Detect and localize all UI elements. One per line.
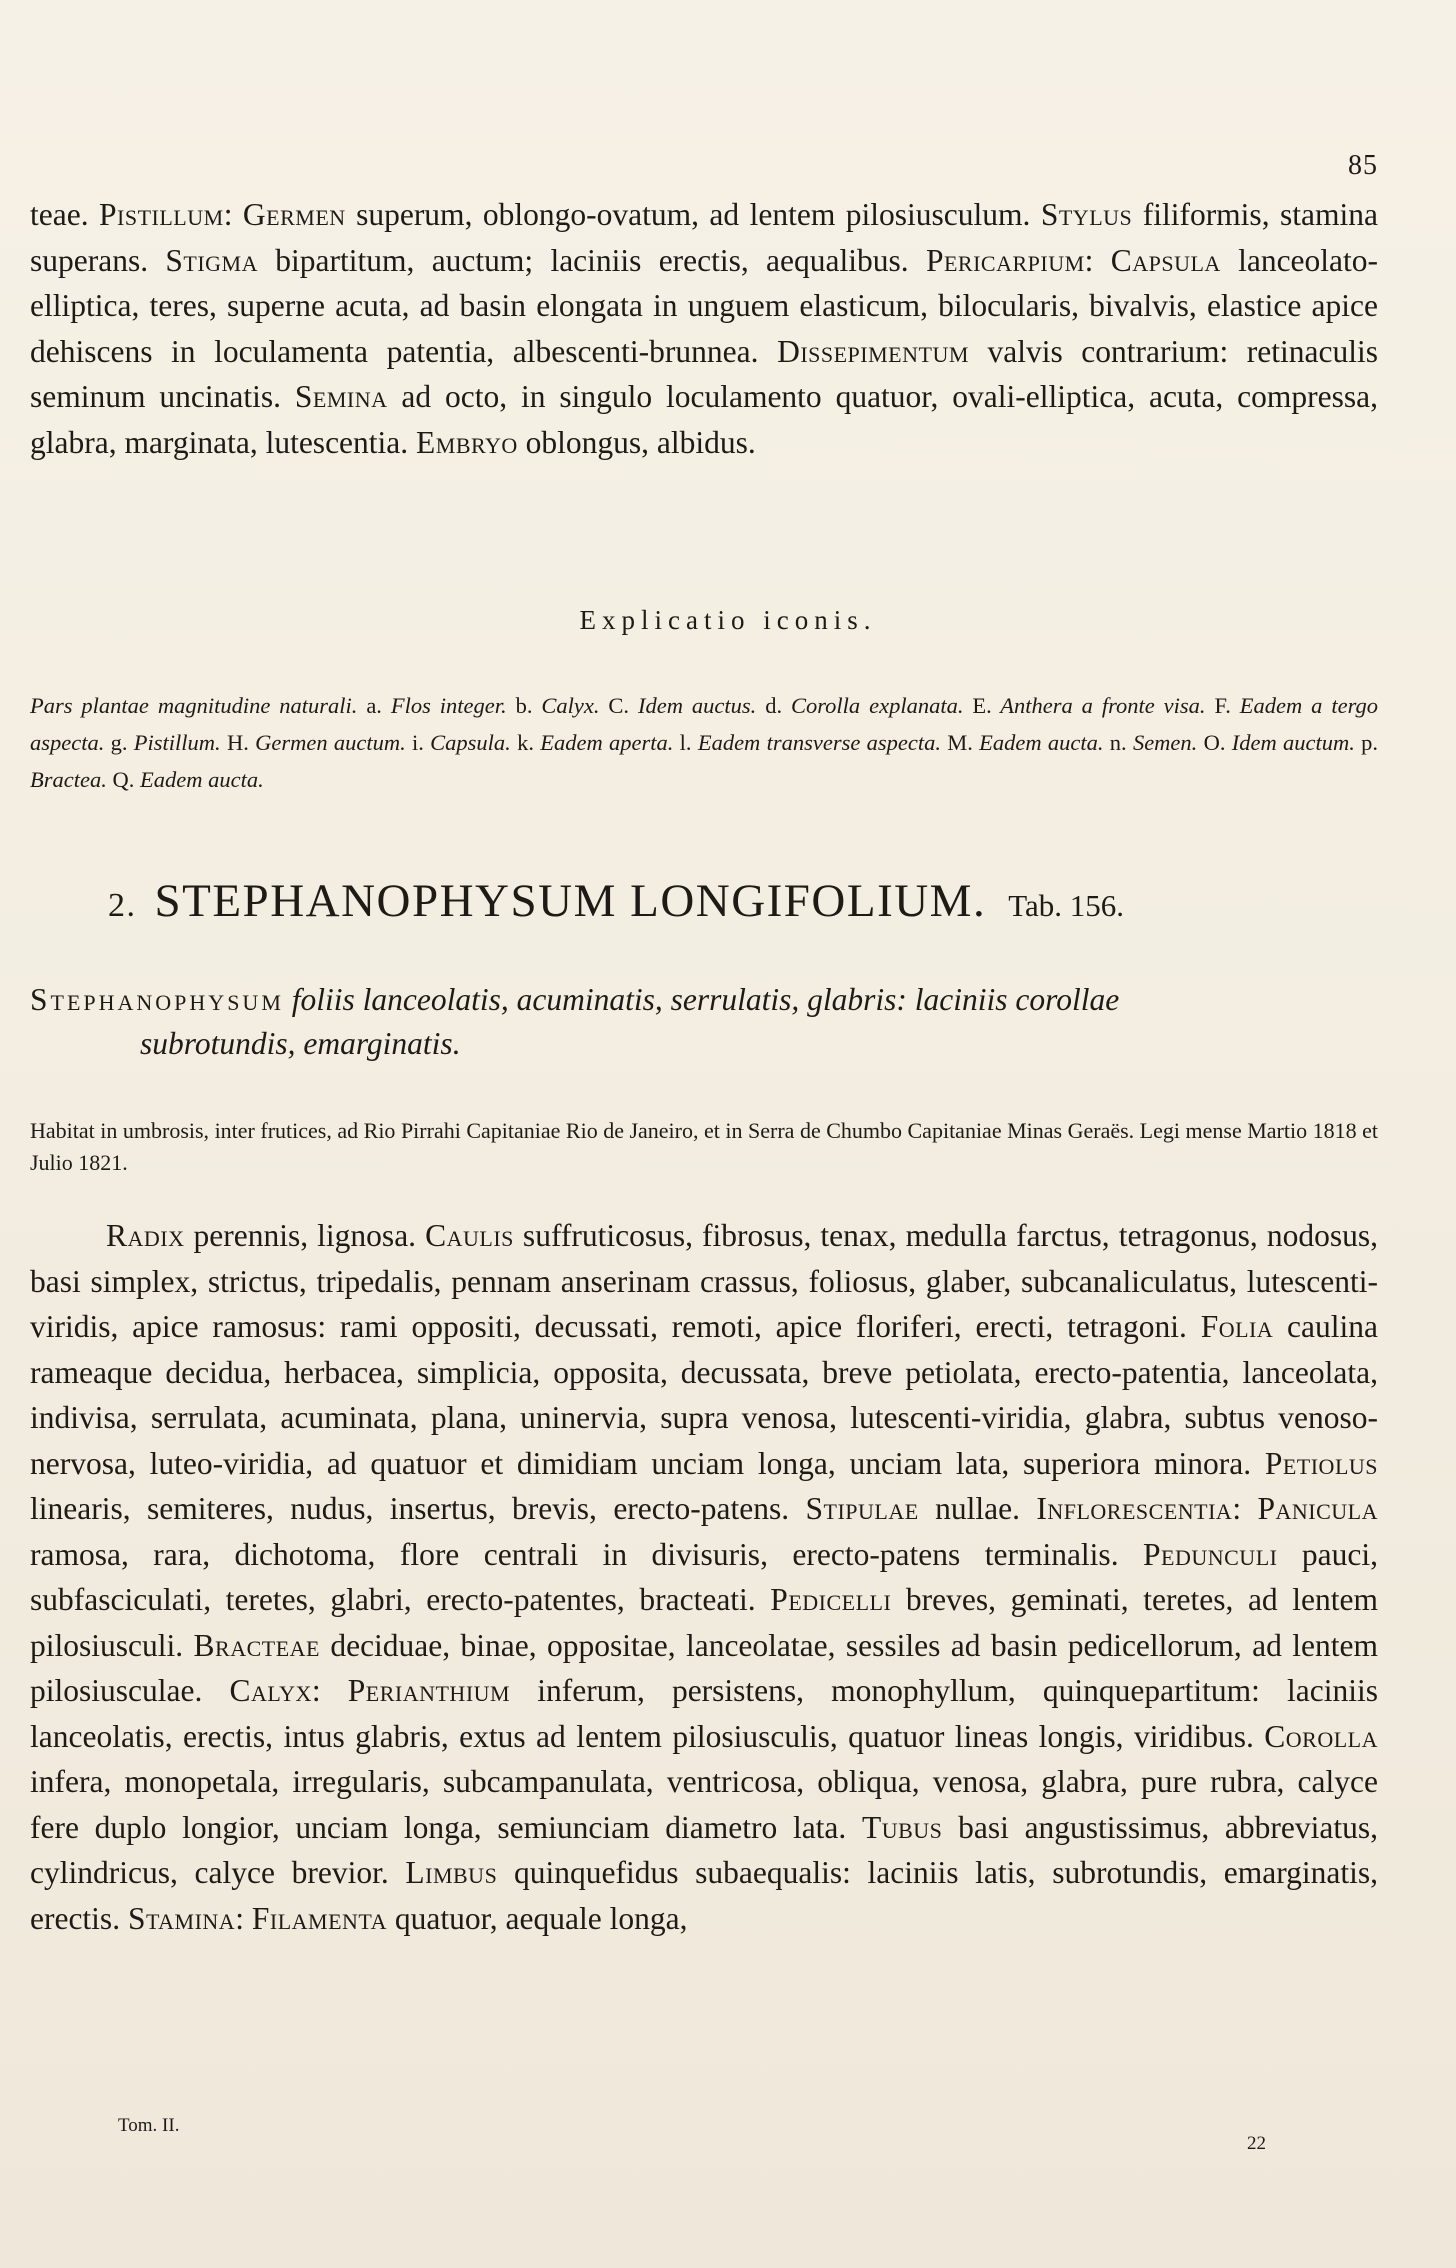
species-name: STEPHANOPHYSUM LONGIFOLIUM. [154,875,987,927]
paragraph-species-description [30,1213,1378,1941]
term-heading: Pedunculi [1143,1536,1278,1572]
term-heading: Pedicelli [770,1582,892,1617]
figure-key: d. [765,693,783,718]
species-diagnosis [30,978,1378,1066]
text-run: teae. [30,197,100,232]
text-run: : [311,1673,348,1708]
term-heading: Stigma [165,242,259,278]
text-run: Semen. [1126,730,1204,755]
explicatio-iconis [30,687,1378,798]
term-heading: Germen [242,197,346,232]
text-run: lanceolato-elliptica, teres, superne acuta, ad basin elongata in unguem elasticum, bilocularis, bivalvis, elastice apice dehiscens in loculamenta patentia, albescenti-brunnea. [30,242,1379,369]
figure-key: C. [608,693,630,718]
text-run: ramosa, rara, dichotoma, flore centrali in divisuris, erecto-patens terminalis. [30,1536,1144,1572]
text-run: Calyx. [532,693,609,718]
figure-key: M. [947,730,973,755]
text-run: quatuor, aequale longa, [386,1900,688,1936]
text-run: Bractea. [30,767,113,792]
term-heading: Semina [294,379,388,414]
figure-key: n. [1109,730,1127,755]
term-heading: Pericarpium [925,242,1085,278]
figure-key: g. [110,730,128,755]
term-heading: Dissepimentum [777,333,969,369]
text-run: filiformis, stamina superans. [30,197,1378,278]
figure-key: l. [679,730,692,755]
term-heading: Calyx [229,1673,312,1708]
text-run: basi angustissimus, abbreviatus, cylindricus, calyce brevior. [30,1809,1378,1890]
term-heading: Stipulae [805,1491,919,1526]
term-heading: Embryo [416,424,518,460]
habitat-note: Habitat in umbrosis, inter frutices, ad Rio Pirrahi Capitaniae Rio de Janeiro, et in Serra de Chumbo Capitaniae Minas Geraës. Legi mense Martio 1818 et Julio 1821. [30,1118,1378,1175]
text-run: infera, monopetala, irregularis, subcampanulata, ventricosa, obliqua, venosa, glabra, pure rubra, calyce fere duplo longior, unciam longa, semiunciam diametro lata. [30,1764,1378,1845]
text-run: Pars plantae magnitudine naturali. [30,693,367,718]
figure-key: H. [226,730,249,755]
term-heading: Stamina [127,1900,236,1936]
term-heading: Radix [106,1218,185,1253]
text-run: Idem auctus. [629,693,766,718]
text-run: quinquefidus subaequalis: laciniis latis, subrotundis, emarginatis, erectis. [30,1855,1378,1936]
text-run: Pistillum. [127,730,227,755]
text-run: : [1084,242,1111,278]
term-heading: Limbus [405,1855,498,1890]
species-number: 2. [108,887,137,924]
species-title [108,874,1316,928]
text-run: Germen auctum. [248,730,412,755]
text-run: Flos integer. [381,693,516,718]
text-run: : [1232,1491,1258,1526]
diagnosis-line-2: subrotundis, emarginatis. [140,1026,461,1061]
text-run: ad octo, in singulo loculamento quatuor, ovali-elliptica, acuta, compressa, glabra, marginata, lutescentia. [30,379,1378,460]
term-heading: Caulis [425,1218,514,1253]
figure-key: a. [366,693,382,718]
plate-reference: Tab. 156. [1008,888,1125,923]
term-heading: Stylus [1040,197,1133,232]
figure-key: b. [515,693,533,718]
figure-key: p. [1361,730,1378,755]
text-run: Capsula. [423,730,518,755]
term-heading: Petiolus [1264,1445,1378,1481]
text-run: suffruticosus, fibrosus, tenax, medulla farctus, tetragonus, nodosus, basi simplex, strictus, tripedalis, pennam anserinam crassus, foliosus, glaber, subcanaliculatus, lutescenti-viridis, apice ramosus: rami oppositi, decussati, remoti, apice floriferi, erecti, tetragoni. [30,1218,1378,1344]
text-run: valvis contrarium: retinaculis seminum uncinatis. [30,333,1379,414]
text-run: Eadem aucta. [134,767,264,792]
figure-key: O. [1203,730,1226,755]
text-run: superum, oblongo-ovatum, ad lentem pilosiusculum. [345,197,1041,232]
text-run: Eadem aperta. [533,730,680,755]
text-run: : [235,1900,252,1936]
figure-key: Q. [112,767,135,792]
term-heading: Filamenta [251,1900,387,1936]
text-run: Eadem transverse aspecta. [691,730,948,755]
text-run: Anthera a fronte visa. [991,693,1215,718]
diagnosis-genus: Stephanophysum [30,982,284,1017]
text-run: Eadem aucta. [972,730,1110,755]
term-heading: Corolla [1264,1718,1378,1754]
signature-mark: 22 [1247,2133,1266,2154]
figure-key: i. [412,730,424,755]
text-run: bipartitum, auctum; laciniis erectis, aequalibus. [258,242,926,278]
text-run: inferum, persistens, monophyllum, quinquepartitum: laciniis lanceolatis, erectis, intus glabris, extus ad lentem pilosiusculis, quatuor lineas longis, viridibus. [30,1673,1378,1754]
term-heading: Tubus [861,1809,943,1845]
term-heading: Inflorescentia [1036,1491,1233,1526]
term-heading: Perianthium [347,1673,511,1708]
text-run: nullae. [918,1491,1037,1526]
text-run: breves, geminati, teretes, ad lentem pilosiusculi. [30,1582,1378,1663]
text-run: caulina rameaque decidua, herbacea, simplicia, opposita, decussata, breve petiolata, erecto-patentia, lanceolata, indivisa, serrulata, acuminata, plana, uninervia, supra venosa, lutescenti-viridia, glabra, subtus venoso-nervosa, luteo-viridia, ad quatuor et dimidiam unciam longa, unciam lata, superiora minora. [30,1309,1379,1481]
text-run: oblongus, albidus. [517,424,756,460]
text-run: deciduae, binae, oppositae, lanceolatae, sessiles ad basin pedicellorum, ad lentem pilosiusculae. [30,1627,1378,1708]
text-run: : [223,197,243,232]
figure-key: k. [517,730,534,755]
term-heading: Panicula [1257,1491,1378,1526]
term-heading: Capsula [1110,242,1221,278]
text-run: Idem auctum. [1225,730,1362,755]
text-run: Eadem a tergo aspecta. [30,693,1378,755]
explicatio-heading: Explicatio iconis. [579,605,877,635]
term-heading: Folia [1200,1309,1274,1344]
page-number: 85 [1348,150,1378,181]
figure-key: E. [972,693,992,718]
term-heading: Bracteae [193,1627,320,1663]
text-run: perennis, lignosa. [184,1218,426,1253]
volume-mark: Tom. II. [118,2115,180,2136]
text-run: linearis, semiteres, nudus, insertus, brevis, erecto-patens. [30,1491,806,1526]
term-heading: Pistillum [99,197,224,232]
text-run: pauci, subfasciculati, teretes, glabri, erecto-patentes, bracteati. [30,1536,1379,1617]
figure-key: F. [1214,693,1231,718]
diagnosis-line-1: foliis lanceolatis, acuminatis, serrulatis, glabris: laciniis corollae [283,982,1120,1017]
text-run: Corolla explanata. [782,693,973,718]
paragraph-description-continued [30,192,1378,465]
